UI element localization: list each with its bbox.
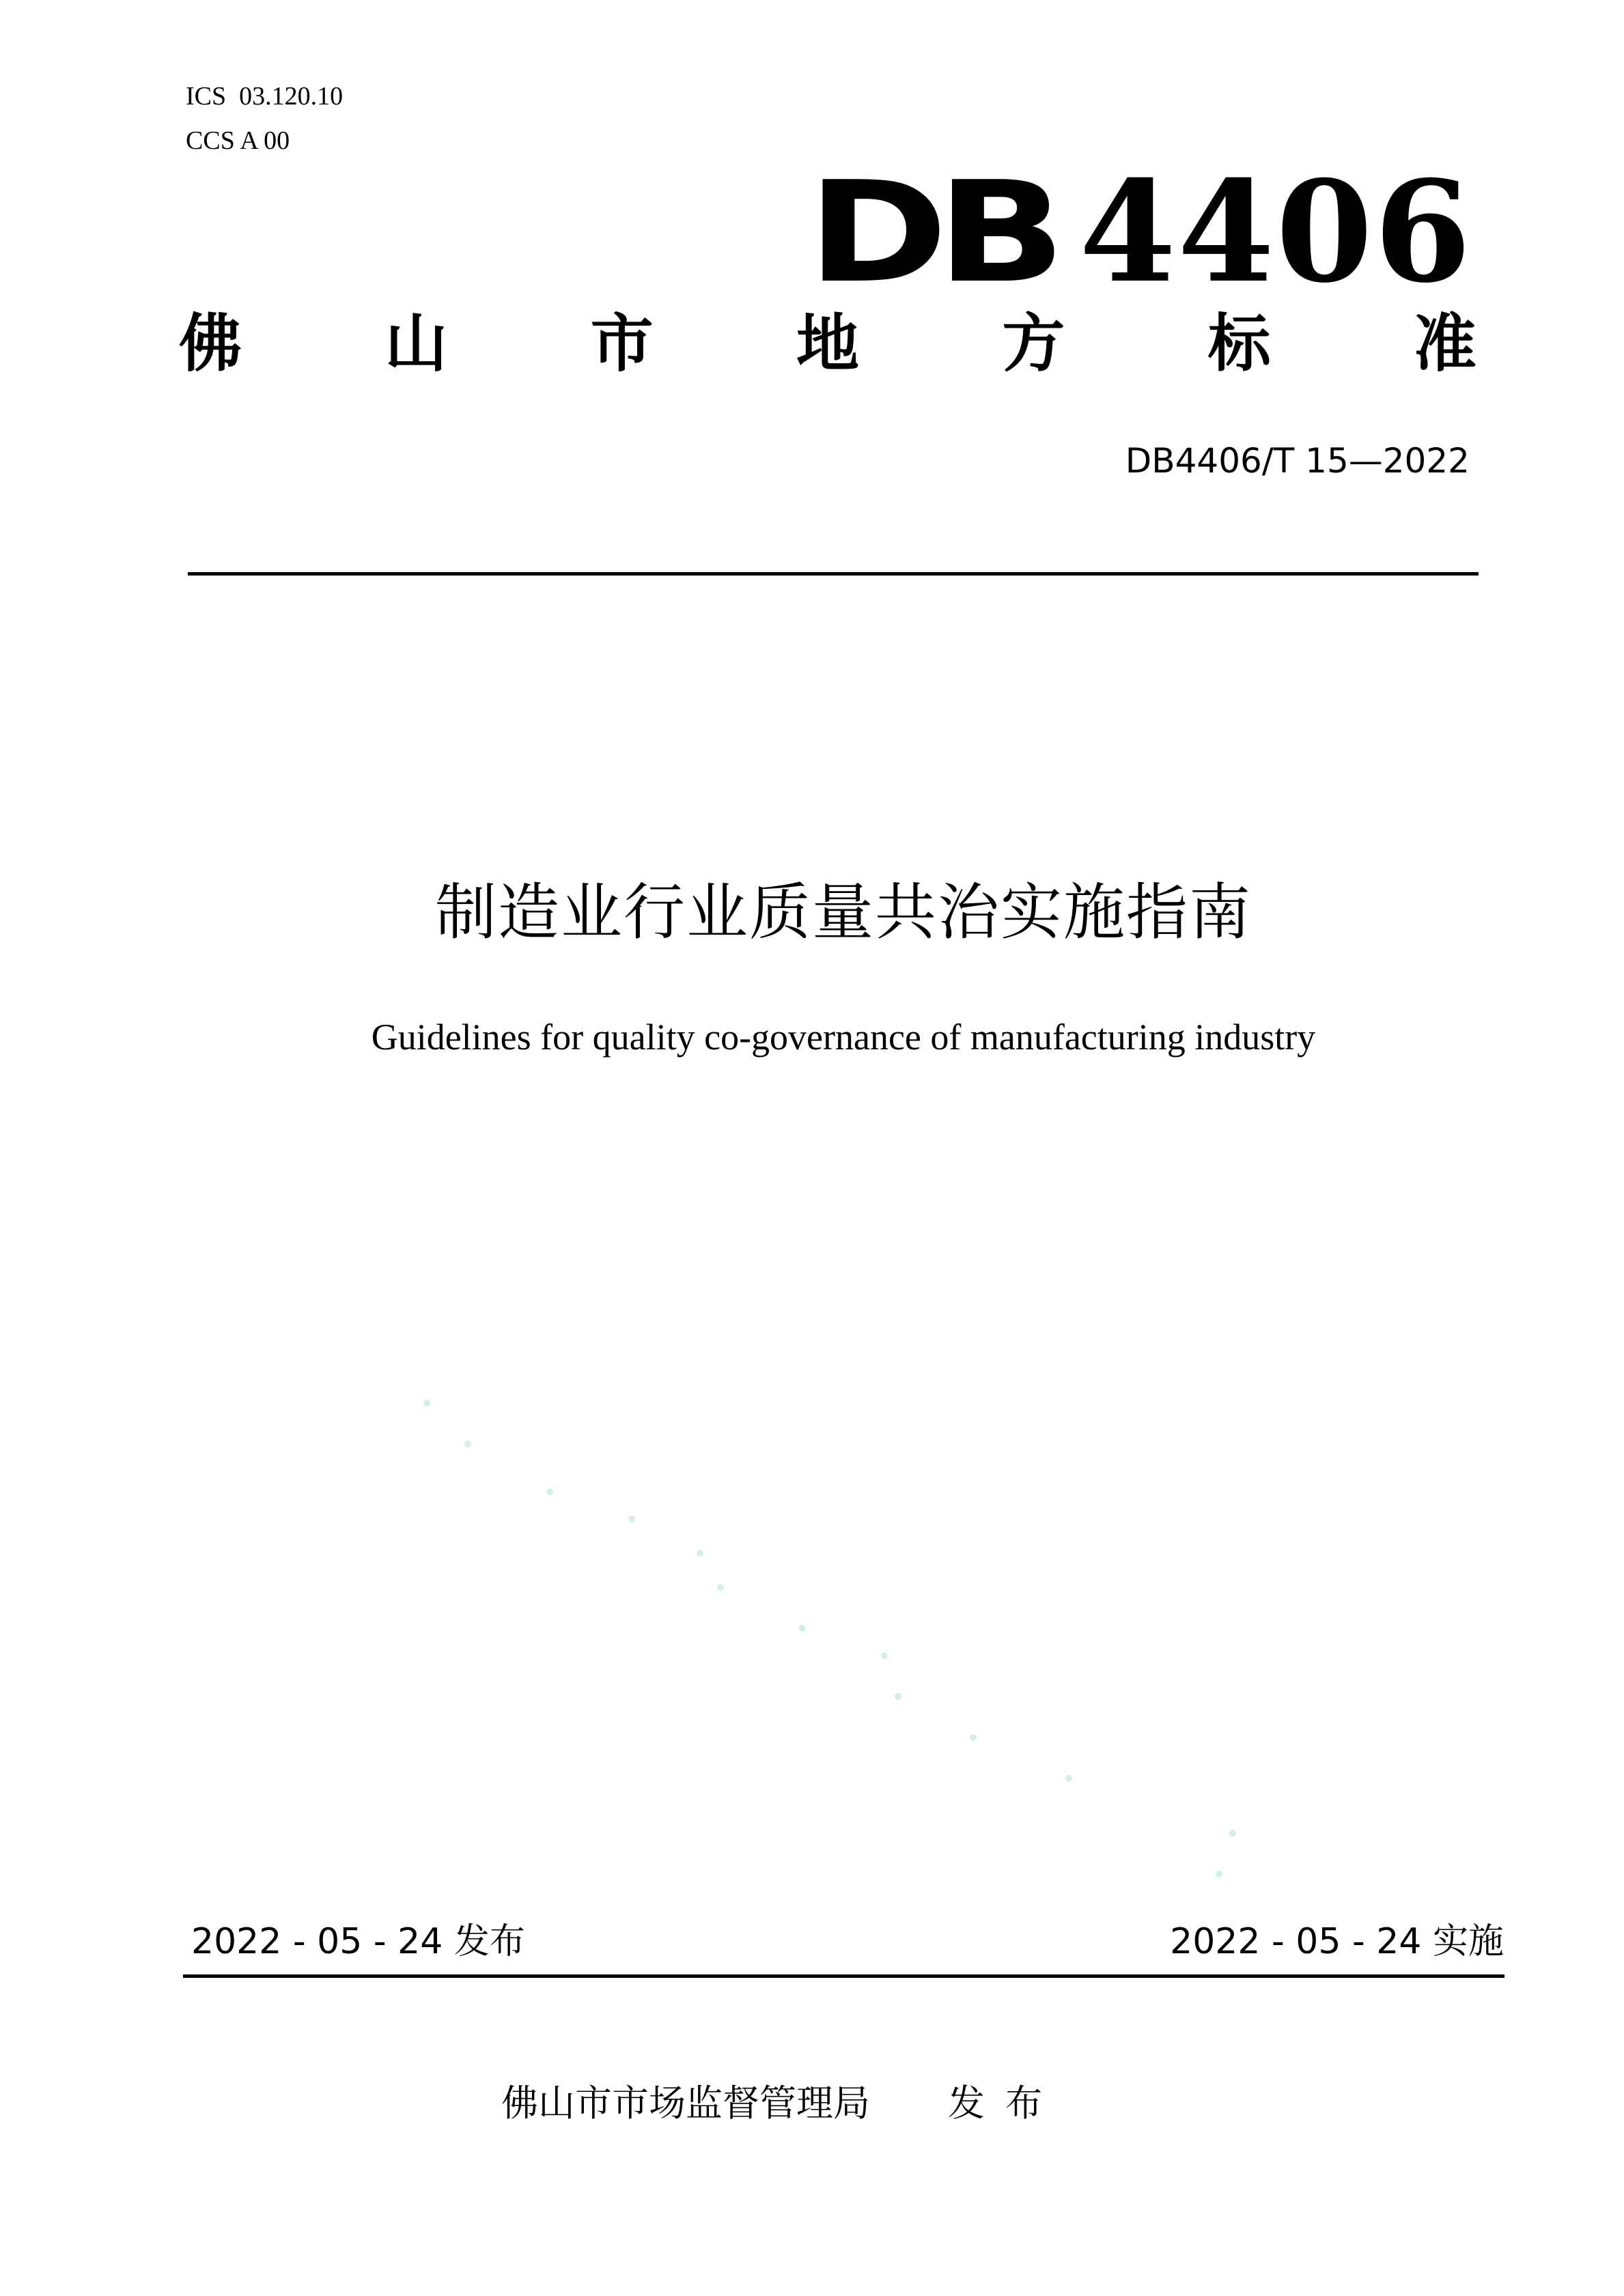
publisher-line <box>0 2082 1624 2125</box>
implementation-date: 2022 - 05 - 24 实施 <box>1170 1921 1504 1962</box>
category-char: 山 <box>384 307 448 380</box>
category-char: 市 <box>590 307 654 380</box>
top-divider <box>188 572 1479 576</box>
category-char: 方 <box>1002 307 1065 380</box>
standard-number: DB4406/T 15—2022 <box>1125 441 1470 481</box>
ics-code: ICS 03.120.10 <box>186 82 344 111</box>
badge-prefix: DB <box>807 152 1055 314</box>
standard-category <box>179 307 1476 380</box>
document-title-english: Guidelines for quality co-governance of manufacturing industry <box>371 1017 1316 1058</box>
category-char: 佛 <box>179 307 242 380</box>
category-char: 准 <box>1413 307 1476 380</box>
badge-code: 4406 <box>1079 150 1472 314</box>
ccs-code: CCS A 00 <box>186 126 290 155</box>
bottom-divider <box>183 1974 1504 1978</box>
document-title-chinese: 制造业行业质量共治实施指南 <box>435 877 1252 948</box>
category-char: 标 <box>1207 307 1271 380</box>
standard-badge <box>807 150 1472 314</box>
issue-date: 2022 - 05 - 24 发布 <box>191 1921 525 1962</box>
category-char: 地 <box>796 307 859 380</box>
publisher-action: 发布 <box>948 2082 1063 2125</box>
publisher-name: 佛山市市场监督管理局 <box>501 2082 870 2125</box>
